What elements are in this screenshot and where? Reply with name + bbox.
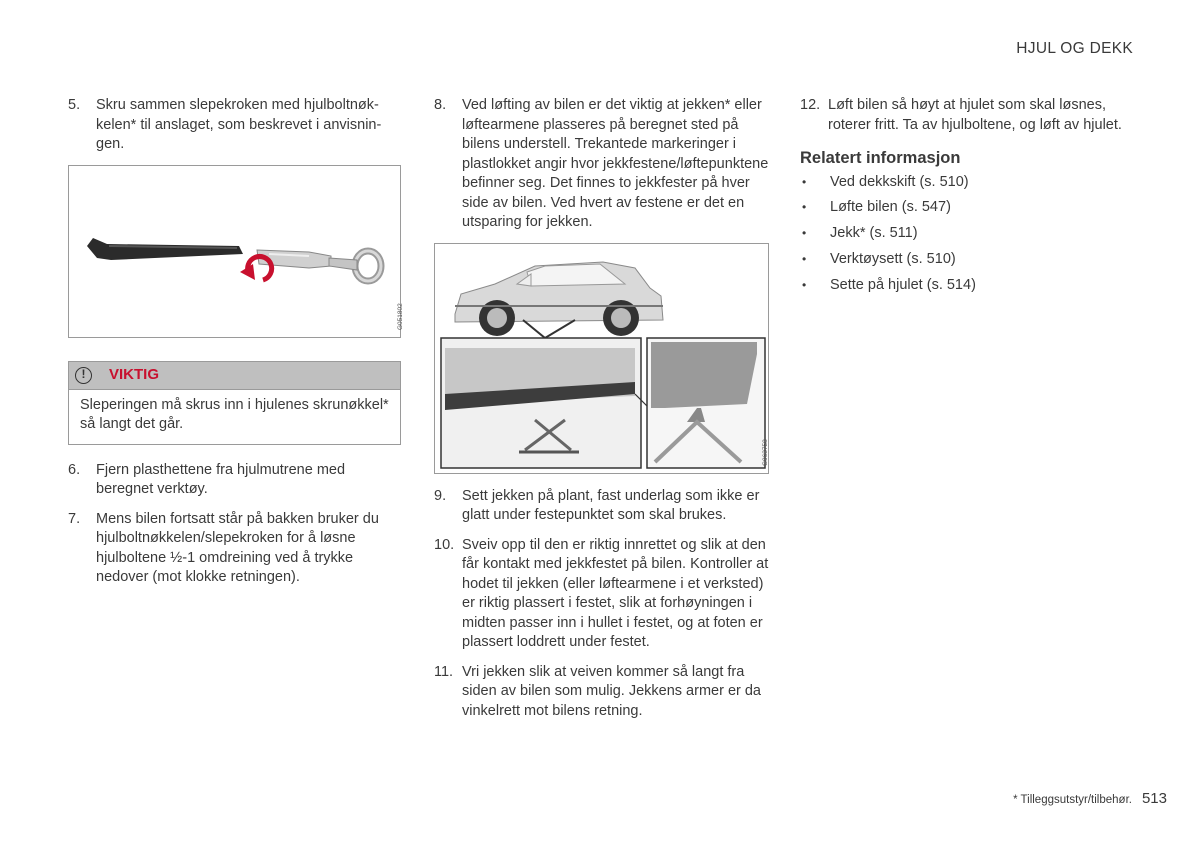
column-right bbox=[800, 96, 1135, 301]
bullet: • bbox=[802, 226, 807, 241]
related-link[interactable] bbox=[800, 250, 1135, 270]
step-text: Mens bilen fortsatt står på bakken bruker du hjulboltnøkkelen/slepekroken for å løsne hjulboltene ½-1 omdreining ved å trykke nedover (mot klokke retningen). bbox=[96, 510, 379, 585]
important-notice bbox=[68, 361, 401, 445]
footnote: * Tilleggsutstyr/tilbehør. bbox=[1013, 794, 1132, 806]
step-12 bbox=[800, 96, 1135, 135]
exclamation-circle-icon: ! bbox=[75, 367, 92, 384]
figure-code: G051802 bbox=[397, 302, 404, 330]
step-text: Ved løfting av bilen er det viktig at jekken* eller løftearmene plasseres på beregnet sted på bilens understell. Trekantede markeringer i plastlokket angir hvor jekkfestene/løftepunktene befinner seg. Det finnes to jekkfester på hver side av bilen. Ved hvert av festene er det en utsparing for jekken. bbox=[462, 97, 769, 230]
figure-code: G063758 bbox=[762, 438, 769, 466]
car-jack-drawing bbox=[435, 244, 768, 473]
tow-hook-wrench-drawing bbox=[69, 166, 400, 337]
step-text: Fjern plasthettene fra hjulmutrene med beregnet verktøy. bbox=[96, 461, 346, 497]
step-6 bbox=[68, 461, 401, 500]
column-middle bbox=[434, 96, 769, 731]
related-link[interactable] bbox=[800, 276, 1135, 296]
important-label: VIKTIG bbox=[109, 366, 160, 384]
step-text: Sett jekken på plant, fast underlag som ikke er glatt under festepunktet som skal brukes. bbox=[462, 487, 760, 523]
related-link-text[interactable]: Jekk* (s. 511) bbox=[830, 225, 918, 242]
page-number: 513 bbox=[1141, 790, 1167, 807]
step-number: 9. bbox=[434, 487, 447, 504]
step-11 bbox=[434, 663, 769, 722]
bullet: • bbox=[802, 251, 807, 266]
important-text: Sleperingen må skrus inn i hjulenes skrunøkkel* så langt det går. bbox=[80, 396, 389, 432]
step-number: 7. bbox=[68, 510, 81, 527]
related-link[interactable] bbox=[800, 198, 1135, 218]
bullet: • bbox=[802, 200, 807, 215]
related-links-list bbox=[800, 173, 1135, 296]
related-link[interactable] bbox=[800, 173, 1135, 193]
step-number: 8. bbox=[434, 97, 447, 113]
step-7 bbox=[68, 510, 401, 588]
column-left bbox=[68, 96, 404, 598]
bullet: • bbox=[802, 174, 807, 189]
bullet: • bbox=[802, 277, 807, 292]
step-number: 5. bbox=[68, 97, 81, 113]
related-link-text[interactable]: Løfte bilen (s. 547) bbox=[830, 199, 951, 216]
step-number: 10. bbox=[434, 536, 455, 553]
step-10 bbox=[434, 536, 769, 653]
step-9 bbox=[434, 487, 769, 526]
tow-hook-wrench-illustration bbox=[68, 165, 404, 338]
step-text: Skru sammen slepekroken med hjulboltnøkkelen* til anslaget, som beskrevet i anvisningen. bbox=[96, 97, 382, 152]
step-5 bbox=[68, 96, 401, 155]
important-notice-header bbox=[69, 362, 400, 390]
related-link-text[interactable]: Sette på hjulet (s. 514) bbox=[830, 276, 976, 293]
related-info-heading: Relatert informasjon bbox=[800, 149, 961, 167]
step-text: Sveiv opp til den er riktig innrettet og slik at den får kontakt med jekkfestet på bilen. Kontroller at hodet til jekken (eller løftearmene i et verksted) er riktig plassert i festet, slik at forhøyningen i midten passer inn i hullet i festet, og at foten er plassert loddrett under festet. bbox=[462, 536, 769, 650]
step-number: 11. bbox=[434, 663, 454, 680]
related-link-text[interactable]: Verktøysett (s. 510) bbox=[830, 250, 956, 267]
jack-position-illustration bbox=[434, 243, 769, 474]
page-footer bbox=[1013, 789, 1167, 811]
step-8 bbox=[434, 96, 769, 233]
step-text: Vri jekken slik at veiven kommer så langt fra siden av bilen som mulig. Jekkens armer er da vinkelrett mot bilens retning. bbox=[462, 663, 761, 719]
step-number: 12. bbox=[800, 97, 821, 113]
related-link-text[interactable]: Ved dekkskift (s. 510) bbox=[830, 173, 969, 190]
step-number: 6. bbox=[68, 461, 81, 478]
related-link[interactable] bbox=[800, 224, 1135, 244]
section-title: HJUL OG DEKK bbox=[1016, 40, 1133, 57]
step-text: Løft bilen så høyt at hjulet som skal løsnes, roterer fritt. Ta av hjulboltene, og løft av hjulet. bbox=[828, 97, 1122, 133]
